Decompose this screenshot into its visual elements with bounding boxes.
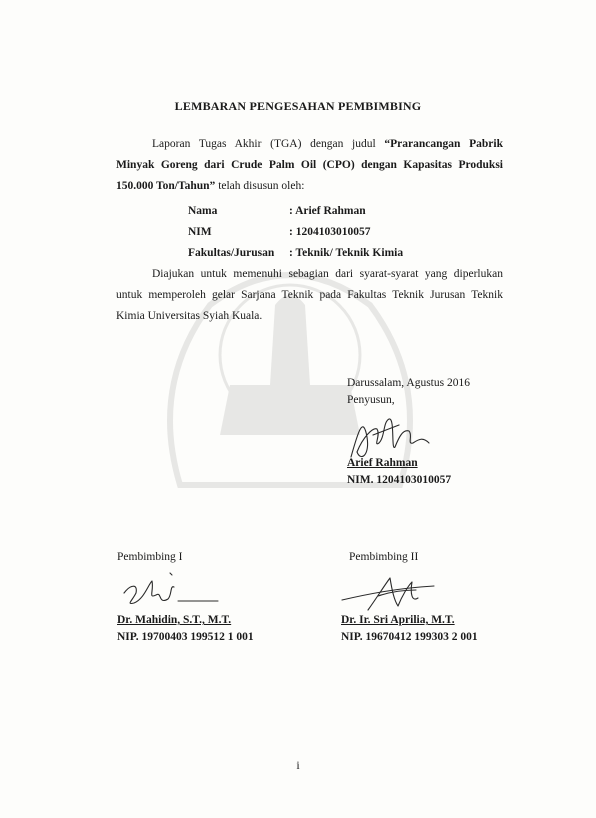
fakultas-value: : Teknik/ Teknik Kimia <box>289 247 404 259</box>
author-name: Arief Rahman <box>347 457 418 469</box>
author-role: Penyusun, <box>347 394 395 406</box>
supervisor1-signature <box>118 565 228 615</box>
nim-value: : 1204103010057 <box>289 226 371 238</box>
intro-lead: Laporan Tugas Akhir (TGA) dengan judul <box>152 138 376 150</box>
supervisor2-name: Dr. Ir. Sri Aprilia, M.T. <box>341 614 455 626</box>
fakultas-label: Fakultas/Jurusan <box>188 247 275 259</box>
supervisor1-nip: NIP. 19700403 199512 1 001 <box>117 631 254 643</box>
page-number: i <box>296 758 300 772</box>
intro-paragraph <box>116 134 503 197</box>
intro-tail: telah disusun oleh: <box>218 180 305 192</box>
report-title: “Prarancangan Pabrik Minyak Goreng dari Crude Palm Oil (CPO) dengan Kapasitas Produksi 150.000 Ton/Tahun” <box>116 138 504 192</box>
supervisor1-signoff <box>117 612 254 646</box>
page-title: LEMBARAN PENGESAHAN PEMBIMBING <box>174 99 422 113</box>
author-signoff <box>347 455 451 489</box>
supervisor1-name: Dr. Mahidin, S.T., M.T. <box>117 614 232 626</box>
supervisor2-nip: NIP. 19670412 199303 2 001 <box>341 631 478 643</box>
supervisor2-signature <box>338 566 448 616</box>
supervisor2-role: Pembimbing II <box>349 551 419 563</box>
author-block <box>347 375 470 409</box>
nama-value: : Arief Rahman <box>289 205 366 217</box>
purpose-paragraph: Diajukan untuk memenuhi sebagian dari syarat-syarat yang diperlukan untuk memperoleh gelar Sarjana Teknik pada Fakultas Teknik Jurusan Teknik Kimia Universitas Syiah Kuala. <box>116 268 503 322</box>
student-info <box>188 201 403 264</box>
nim-label: NIM <box>188 226 212 238</box>
place-date: Darussalam, Agustus 2016 <box>347 377 470 389</box>
author-nim: NIM. 1204103010057 <box>347 474 452 486</box>
supervisor1-role: Pembimbing I <box>117 551 183 563</box>
supervisor2-signoff <box>341 612 478 646</box>
nama-label: Nama <box>188 205 218 217</box>
